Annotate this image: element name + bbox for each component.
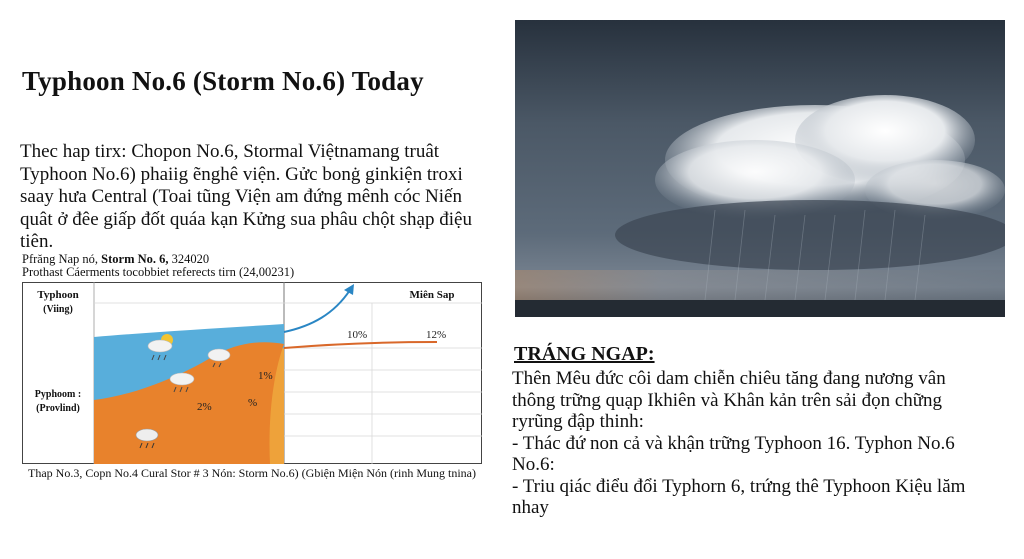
page-title: Typhoon No.6 (Storm No.6) Today — [22, 66, 424, 96]
left-label: Typhoon — [37, 289, 79, 301]
lower-label: Pyphoom : — [34, 389, 82, 400]
section-paragraph: Thên Mêu đức côi dam chiễn chiêu tăng đang nương vân thông trững quạp Ikhiên và Khân kản trên sải đọn chững ryrũng đập thinh: — [512, 368, 946, 432]
left-sublabel: (Viing) — [43, 304, 73, 315]
intro-paragraph: Thec hap tirx: Chopon No.6, Stormal Việtnamang truât Typhoon No.6) phaiig ẽnghê viện. Gửc bonġ ginkiện troxi saay hưa Central (Toai tũng Viện am đứng mênh cóc Niến quât ở đêe giấp đốt quáa kạn Kửng sua phâu chột shạp điệu tiên. — [20, 141, 472, 252]
meta-prefix: Pfrăng Nap nó, — [22, 252, 99, 266]
section-body — [512, 368, 982, 519]
bullet-item: - Triu qiác điểu đổi Typhorn 6, trứng thê Typhoon Kiệu lăm nhay — [512, 475, 966, 518]
storm-area-chart — [22, 282, 482, 464]
meta-suffix: 324020 — [171, 252, 210, 266]
annotation-10: 10% — [347, 329, 368, 341]
right-label: Miên Sap — [409, 289, 455, 301]
lower-sublabel: (Provlind) — [36, 403, 80, 414]
chart-caption: Thap No.3, Copn No.4 Cural Stor # 3 Nón: Storm No.6) (Gbiện Miện Nón (rinh Mung tnina) — [28, 466, 476, 480]
storm-cloud-photo — [515, 20, 1005, 317]
annotation-pct: % — [248, 397, 258, 409]
annotation-1: 1% — [258, 370, 273, 382]
annotation-2: 2% — [197, 401, 212, 413]
section-heading: TRÁNG NGAP: — [514, 343, 655, 365]
meta-storm-label: Storm No. 6, — [101, 252, 169, 266]
meta-line-2: Prothast Cáerments tocobbiet referects tirn (24,00231) — [22, 265, 295, 279]
annotation-12: 12% — [426, 329, 447, 341]
bullet-item: - Thác đứ non cả và khận trững Typhoon 16. Typhon No.6 No.6: — [512, 432, 955, 475]
